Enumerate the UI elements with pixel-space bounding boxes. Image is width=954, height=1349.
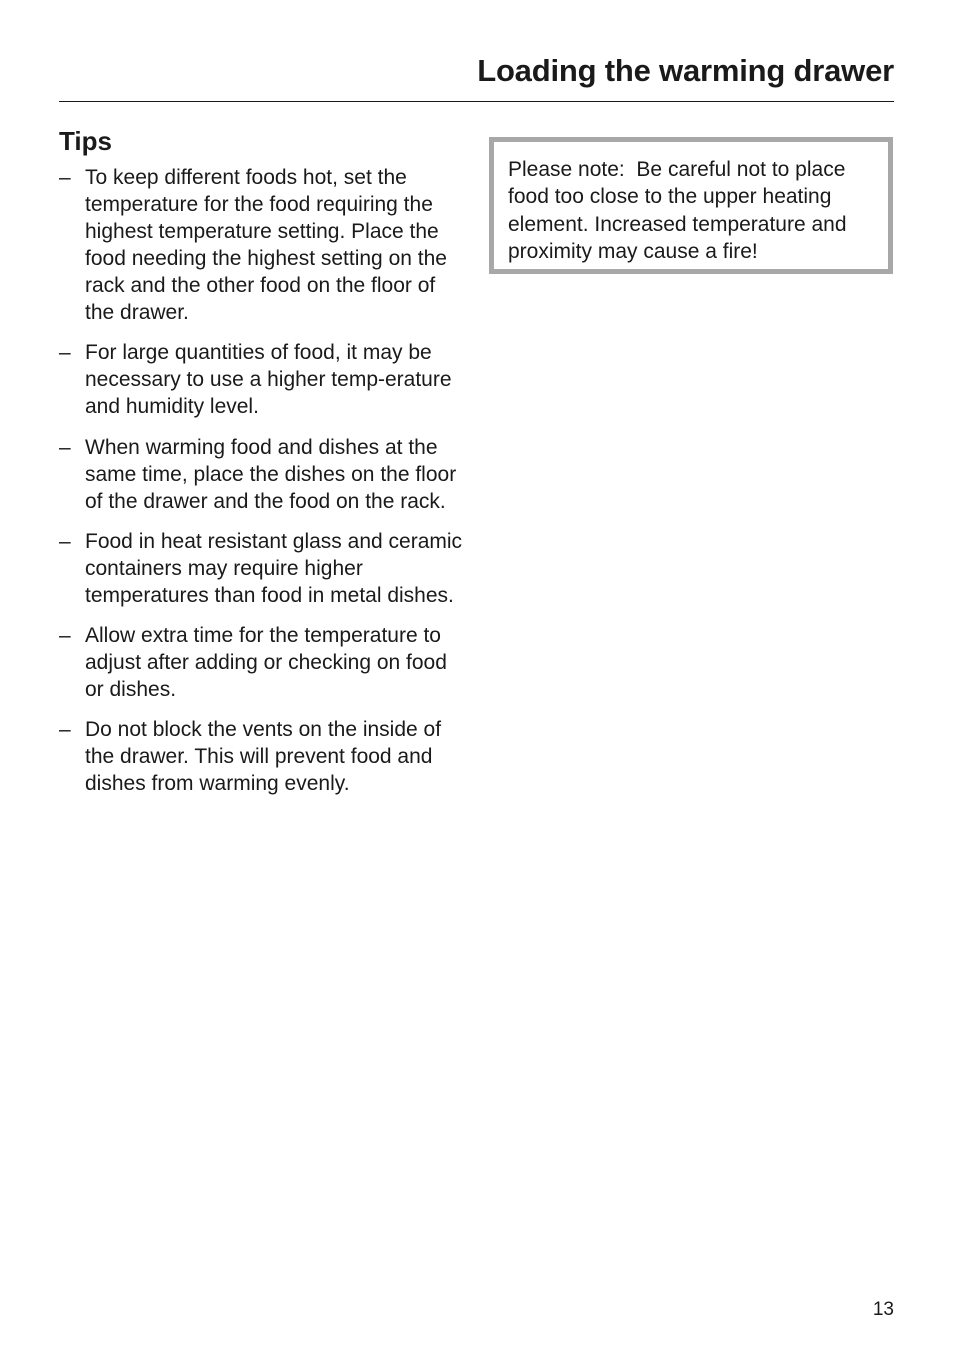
tip-text: When warming food and dishes at the same time, place the dishes on the floor of the drawer and the food on the rack. [85,435,457,513]
page-title: Loading the warming drawer [477,53,894,88]
bullet-dash: – [59,341,71,365]
tip-text: Do not block the vents on the inside of the drawer. This will prevent food and dishes from warming evenly. [85,718,442,796]
tip-item [59,434,469,515]
bullet-dash: – [59,529,71,553]
tips-list [59,164,469,797]
tip-item [59,164,469,326]
tip-item [59,528,469,609]
tips-section [59,124,469,811]
bullet-dash: – [59,624,71,648]
page-number: 13 [872,1299,894,1320]
tip-text: For large quantities of food, it may be necessary to use a higher temp-erature and humidity level. [85,341,452,419]
tip-text: To keep different foods hot, set the temperature for the food requiring the highest temperature setting. Place the food needing the highest setting on the rack and the other food on the floor of the drawer. [85,166,447,324]
page-header [59,52,894,102]
tips-heading: Tips [59,126,112,156]
bullet-dash: – [59,718,71,742]
bullet-dash: – [59,166,71,189]
tip-text: Food in heat resistant glass and ceramic containers may require higher temperatures than food in metal dishes. [85,529,463,607]
tip-item [59,339,469,420]
warning-note-text: Please note: Be careful not to place food too close to the upper heating element. Increased temperature and proximity may cause a fire! [508,158,853,263]
tip-item [59,622,469,703]
tip-text: Allow extra time for the temperature to adjust after adding or checking on food or dishes. [85,624,447,702]
tip-item [59,716,469,797]
bullet-dash: – [59,435,71,459]
warning-note-box [489,137,893,274]
